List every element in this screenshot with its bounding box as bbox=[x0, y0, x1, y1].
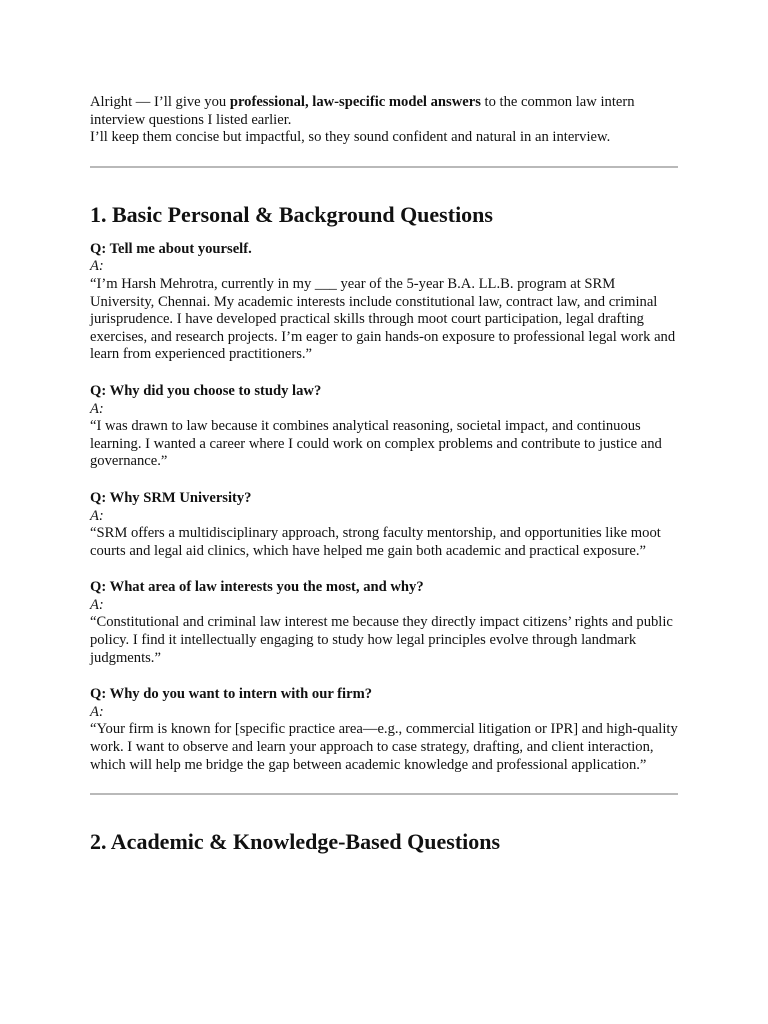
answer-label: A: bbox=[90, 507, 104, 524]
question: Q: Tell me about yourself. bbox=[90, 240, 252, 257]
qa-item bbox=[90, 241, 678, 364]
section-heading-1: 1. Basic Personal & Background Questions bbox=[90, 201, 493, 227]
intro-line-1 bbox=[90, 94, 678, 129]
question: Q: Why SRM University? bbox=[90, 489, 252, 506]
answer-text: “Your firm is known for [specific practice area—e.g., commercial litigation or IPR] and high-quality work. I want to observe and learn your approach to case strategy, drafting, and client interaction, which will help me bridge the gap between academic knowledge and professional application.” bbox=[90, 721, 678, 773]
question: Q: Why did you choose to study law? bbox=[90, 382, 322, 399]
section-divider bbox=[90, 793, 678, 795]
answer-label: A: bbox=[90, 703, 104, 720]
qa-item bbox=[90, 686, 678, 774]
qa-item bbox=[90, 579, 678, 667]
intro-bold-phrase: professional, law-specific model answers bbox=[229, 94, 481, 110]
intro-line-2: I’ll keep them concise but impactful, so they sound confident and natural in an interview. bbox=[90, 129, 611, 146]
answer-text: “I was drawn to law because it combines analytical reasoning, societal impact, and continuous learning. I wanted a career where I could work on complex problems and contribute to justice and governance.” bbox=[90, 418, 662, 470]
answer-label: A: bbox=[90, 258, 104, 275]
answer-text: “I’m Harsh Mehrotra, currently in my ___ year of the 5-year B.A. LL.B. program at SRM University, Chennai. My academic interests include constitutional law, contract law, and criminal jurisprudence. I have developed practical skills through moot court participation, legal drafting exercises, and research projects. I’m eager to gain hands-on exposure to professional legal work and learn from experienced practitioners.” bbox=[90, 275, 676, 363]
document-page bbox=[90, 94, 678, 855]
answer-text: “SRM offers a multidisciplinary approach, strong faculty mentorship, and opportunities like moot courts and legal aid clinics, which have helped me gain both academic and practical exposure.” bbox=[90, 525, 661, 559]
intro-prefix: Alright — I’ll give you bbox=[90, 94, 230, 110]
intro-suffix: to the common law intern interview questions I listed earlier. bbox=[90, 94, 635, 128]
qa-item bbox=[90, 383, 678, 471]
answer-label: A: bbox=[90, 596, 104, 613]
section-divider bbox=[90, 166, 678, 168]
intro-paragraph bbox=[90, 94, 678, 147]
qa-item bbox=[90, 490, 678, 560]
answer-text: “Constitutional and criminal law interest me because they directly impact citizens’ rights and public policy. I find it intellectually engaging to study how legal principles evolve through landmark judgments.” bbox=[90, 614, 673, 666]
question: Q: What area of law interests you the most, and why? bbox=[90, 579, 424, 596]
answer-label: A: bbox=[90, 400, 104, 417]
question: Q: Why do you want to intern with our firm? bbox=[90, 686, 373, 703]
section-heading-2: 2. Academic & Knowledge-Based Questions bbox=[90, 829, 501, 855]
